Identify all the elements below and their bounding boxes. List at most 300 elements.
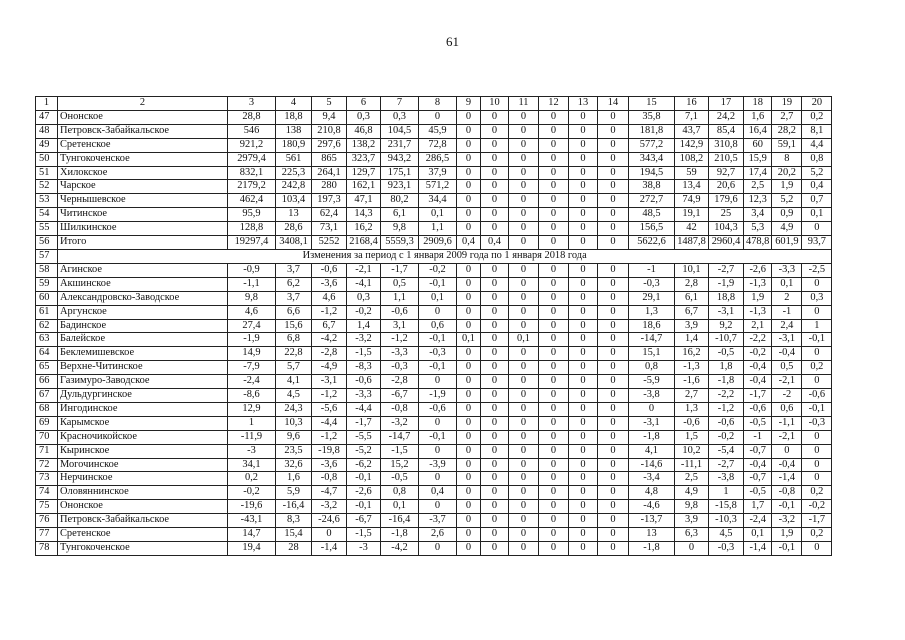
value-cell: 0	[598, 194, 629, 208]
value-cell: 23,5	[276, 444, 312, 458]
value-cell: -2	[772, 389, 802, 403]
value-cell: 15,2	[381, 458, 419, 472]
value-cell: 19297,4	[228, 236, 276, 250]
table-row	[36, 472, 832, 486]
value-cell: -1,8	[381, 528, 419, 542]
value-cell: 0	[481, 305, 509, 319]
value-cell: 0,2	[802, 110, 832, 124]
value-cell: -2,5	[802, 263, 832, 277]
value-cell: 0	[598, 138, 629, 152]
value-cell: -3,3	[347, 389, 381, 403]
value-cell: -15,8	[709, 500, 744, 514]
value-cell: 0	[481, 472, 509, 486]
value-cell: 0	[457, 291, 481, 305]
value-cell: 0	[569, 542, 598, 556]
value-cell: 12,9	[228, 402, 276, 416]
value-cell: 0	[481, 361, 509, 375]
value-cell: 0	[481, 528, 509, 542]
row-number: 68	[36, 402, 58, 416]
value-cell: 0	[481, 277, 509, 291]
value-cell: -7,9	[228, 361, 276, 375]
value-cell: 297,6	[312, 138, 347, 152]
value-cell: -4,2	[381, 542, 419, 556]
value-cell: 5,2	[772, 194, 802, 208]
value-cell: 0	[569, 208, 598, 222]
value-cell: 0	[509, 305, 539, 319]
value-cell: 0	[539, 389, 569, 403]
value-cell: 0	[569, 305, 598, 319]
value-cell: 0	[539, 236, 569, 250]
value-cell: 323,7	[347, 152, 381, 166]
column-header: 10	[481, 97, 509, 111]
value-cell: -2,2	[709, 389, 744, 403]
value-cell: 0	[569, 319, 598, 333]
value-cell: 3,1	[381, 319, 419, 333]
value-cell: 1487,8	[675, 236, 709, 250]
column-header: 12	[539, 97, 569, 111]
value-cell: 923,1	[381, 180, 419, 194]
table-row	[36, 291, 832, 305]
row-number: 67	[36, 389, 58, 403]
page-number: 61	[446, 34, 459, 49]
value-cell: 0	[509, 166, 539, 180]
value-cell: 0,5	[381, 277, 419, 291]
value-cell: 15,6	[276, 319, 312, 333]
value-cell: 0	[802, 222, 832, 236]
column-header: 8	[419, 97, 457, 111]
value-cell: 0	[598, 347, 629, 361]
value-cell: 0	[509, 222, 539, 236]
value-cell: 6,6	[276, 305, 312, 319]
table-row	[36, 486, 832, 500]
value-cell: -0,6	[419, 402, 457, 416]
value-cell: 2960,4	[709, 236, 744, 250]
value-cell: 0	[569, 347, 598, 361]
value-cell: 4,9	[772, 222, 802, 236]
value-cell: 5,9	[276, 486, 312, 500]
district-name: Дульдургинское	[58, 389, 228, 403]
value-cell: 0	[481, 166, 509, 180]
value-cell: 0	[539, 361, 569, 375]
district-name: Хилокское	[58, 166, 228, 180]
value-cell: -6,2	[347, 458, 381, 472]
value-cell: -1,3	[675, 361, 709, 375]
value-cell: 0	[509, 152, 539, 166]
table-row	[36, 347, 832, 361]
value-cell: -0,6	[347, 375, 381, 389]
district-name: Нерчинское	[58, 472, 228, 486]
value-cell: 0	[457, 430, 481, 444]
table-row	[36, 194, 832, 208]
column-header: 11	[509, 97, 539, 111]
value-cell: 3,9	[675, 319, 709, 333]
value-cell: -0,1	[419, 430, 457, 444]
value-cell: 0	[481, 124, 509, 138]
value-cell: 0	[509, 347, 539, 361]
district-name: Шилкинское	[58, 222, 228, 236]
value-cell: 0	[569, 166, 598, 180]
value-cell: -10,3	[709, 514, 744, 528]
value-cell: 2909,6	[419, 236, 457, 250]
value-cell: 0,8	[381, 486, 419, 500]
value-cell: 0	[481, 458, 509, 472]
statistics-table	[35, 96, 832, 556]
value-cell: -0,7	[744, 472, 772, 486]
value-cell: -0,4	[744, 458, 772, 472]
column-header: 1	[36, 97, 58, 111]
value-cell: -6,7	[381, 389, 419, 403]
value-cell: 0	[802, 347, 832, 361]
value-cell: 0	[481, 222, 509, 236]
row-number: 49	[36, 138, 58, 152]
district-name: Беклемишевское	[58, 347, 228, 361]
value-cell: 6,2	[276, 277, 312, 291]
value-cell: 0	[802, 305, 832, 319]
value-cell: 13	[276, 208, 312, 222]
value-cell: 0,4	[457, 236, 481, 250]
value-cell: 14,9	[228, 347, 276, 361]
value-cell: 0	[457, 110, 481, 124]
value-cell: -4,1	[347, 277, 381, 291]
value-cell: 0	[539, 208, 569, 222]
table-row	[36, 458, 832, 472]
value-cell: 0	[481, 180, 509, 194]
value-cell: 0	[419, 305, 457, 319]
value-cell: 231,7	[381, 138, 419, 152]
value-cell: 0	[457, 402, 481, 416]
value-cell: 0	[569, 152, 598, 166]
value-cell: 0,8	[802, 152, 832, 166]
table-row	[36, 402, 832, 416]
value-cell: 1,3	[629, 305, 675, 319]
value-cell: 85,4	[709, 124, 744, 138]
value-cell: 0	[569, 263, 598, 277]
value-cell: 138,2	[347, 138, 381, 152]
value-cell: 0	[539, 263, 569, 277]
table-row	[36, 166, 832, 180]
value-cell: 0	[539, 528, 569, 542]
value-cell: 0	[539, 416, 569, 430]
value-cell: -24,6	[312, 514, 347, 528]
value-cell: -0,3	[629, 277, 675, 291]
value-cell: 0	[539, 458, 569, 472]
value-cell: -0,4	[744, 361, 772, 375]
value-cell: -1,8	[629, 430, 675, 444]
value-cell: 10,2	[675, 444, 709, 458]
value-cell: -0,1	[419, 361, 457, 375]
value-cell: -0,1	[772, 500, 802, 514]
value-cell: 0	[598, 402, 629, 416]
value-cell: -1,4	[312, 542, 347, 556]
value-cell: -1,2	[312, 389, 347, 403]
value-cell: 0	[457, 319, 481, 333]
value-cell: 0	[569, 472, 598, 486]
value-cell: 0	[539, 319, 569, 333]
table-row	[36, 319, 832, 333]
value-cell: 2,5	[675, 472, 709, 486]
value-cell: 0,2	[228, 472, 276, 486]
column-header: 3	[228, 97, 276, 111]
row-number: 51	[36, 166, 58, 180]
table-row	[36, 138, 832, 152]
value-cell: 0	[457, 194, 481, 208]
district-name: Акшинское	[58, 277, 228, 291]
value-cell: 32,6	[276, 458, 312, 472]
value-cell: 577,2	[629, 138, 675, 152]
value-cell: 0	[457, 208, 481, 222]
row-number: 53	[36, 194, 58, 208]
value-cell: 0	[509, 236, 539, 250]
value-cell: 35,8	[629, 110, 675, 124]
row-number: 60	[36, 291, 58, 305]
value-cell: 0,8	[629, 361, 675, 375]
value-cell: 0	[598, 528, 629, 542]
row-number: 61	[36, 305, 58, 319]
value-cell: 0	[509, 528, 539, 542]
value-cell: 17,4	[744, 166, 772, 180]
value-cell: 0	[509, 110, 539, 124]
value-cell: -2,6	[744, 263, 772, 277]
value-cell: 0	[569, 430, 598, 444]
column-header: 9	[457, 97, 481, 111]
value-cell: 0	[598, 361, 629, 375]
value-cell: 0	[598, 166, 629, 180]
value-cell: -8,6	[228, 389, 276, 403]
value-cell: 0	[569, 124, 598, 138]
value-cell: 0	[569, 194, 598, 208]
value-cell: 264,1	[312, 166, 347, 180]
value-cell: 59,1	[772, 138, 802, 152]
value-cell: 0,4	[802, 180, 832, 194]
row-number: 54	[36, 208, 58, 222]
value-cell: 2,8	[675, 277, 709, 291]
value-cell: 6,1	[675, 291, 709, 305]
value-cell: 0	[539, 124, 569, 138]
value-cell: 0	[802, 444, 832, 458]
value-cell: -3,2	[772, 514, 802, 528]
value-cell: -1,9	[228, 333, 276, 347]
value-cell: 2,1	[744, 319, 772, 333]
value-cell: 6,8	[276, 333, 312, 347]
table-row	[36, 124, 832, 138]
district-name: Петровск-Забайкальское	[58, 124, 228, 138]
value-cell: 194,5	[629, 166, 675, 180]
table-row	[36, 333, 832, 347]
value-cell: -0,3	[381, 361, 419, 375]
value-cell: 0	[481, 486, 509, 500]
value-cell: 0,1	[419, 208, 457, 222]
value-cell: -3,2	[381, 416, 419, 430]
value-cell: 0,5	[772, 361, 802, 375]
value-cell: -8,3	[347, 361, 381, 375]
value-cell: 6,1	[381, 208, 419, 222]
value-cell: 28,8	[228, 110, 276, 124]
value-cell: 0	[419, 542, 457, 556]
value-cell: 1,1	[419, 222, 457, 236]
value-cell: -2,7	[709, 458, 744, 472]
value-cell: 38,8	[629, 180, 675, 194]
value-cell: -0,5	[744, 416, 772, 430]
value-cell: 29,1	[629, 291, 675, 305]
value-cell: 0	[569, 514, 598, 528]
value-cell: 832,1	[228, 166, 276, 180]
value-cell: 3408,1	[276, 236, 312, 250]
row-number: 57	[36, 249, 58, 263]
value-cell: 0	[598, 236, 629, 250]
value-cell: -2,2	[744, 333, 772, 347]
value-cell: -3,1	[772, 333, 802, 347]
district-name: Читинское	[58, 208, 228, 222]
value-cell: 0	[539, 500, 569, 514]
table-row	[36, 444, 832, 458]
value-cell: 0	[598, 458, 629, 472]
value-cell: 210,8	[312, 124, 347, 138]
value-cell: 20,6	[709, 180, 744, 194]
value-cell: 28	[276, 542, 312, 556]
column-header: 18	[744, 97, 772, 111]
table-row	[36, 500, 832, 514]
value-cell: -3,4	[629, 472, 675, 486]
value-cell: 74,9	[675, 194, 709, 208]
value-cell: -3,1	[629, 416, 675, 430]
section-title: Изменения за период с 1 января 2009 года по 1 января 2018 года	[58, 249, 832, 263]
value-cell: 0	[569, 416, 598, 430]
value-cell: 0,3	[347, 110, 381, 124]
value-cell: 103,4	[276, 194, 312, 208]
district-name: Петровск-Забайкальское	[58, 514, 228, 528]
column-header: 2	[58, 97, 228, 111]
value-cell: -0,8	[312, 472, 347, 486]
value-cell: 0	[598, 416, 629, 430]
table-row	[36, 416, 832, 430]
value-cell: 0	[569, 458, 598, 472]
value-cell: -2,8	[381, 375, 419, 389]
value-cell: 0	[509, 542, 539, 556]
value-cell: 0	[569, 180, 598, 194]
value-cell: 27,4	[228, 319, 276, 333]
value-cell: 0	[598, 486, 629, 500]
row-number: 75	[36, 500, 58, 514]
row-number: 78	[36, 542, 58, 556]
value-cell: 0	[569, 110, 598, 124]
value-cell: -0,7	[744, 444, 772, 458]
value-cell: 0	[457, 528, 481, 542]
value-cell: 0,1	[772, 277, 802, 291]
value-cell: -0,1	[802, 333, 832, 347]
value-cell: 16,2	[675, 347, 709, 361]
value-cell: 0	[598, 263, 629, 277]
value-cell: -14,7	[629, 333, 675, 347]
district-name: Александровско-Заводское	[58, 291, 228, 305]
value-cell: -0,3	[709, 542, 744, 556]
value-cell: 0,3	[381, 110, 419, 124]
value-cell: 1,6	[276, 472, 312, 486]
value-cell: 0	[598, 277, 629, 291]
value-cell: 0	[419, 416, 457, 430]
value-cell: 0	[802, 458, 832, 472]
value-cell: -1,4	[744, 542, 772, 556]
value-cell: 0	[539, 180, 569, 194]
value-cell: 0	[598, 500, 629, 514]
value-cell: 0	[481, 514, 509, 528]
value-cell: -1,9	[419, 389, 457, 403]
value-cell: 242,8	[276, 180, 312, 194]
value-cell: 0,1	[744, 528, 772, 542]
value-cell: 0	[539, 152, 569, 166]
value-cell: 0	[481, 416, 509, 430]
value-cell: 462,4	[228, 194, 276, 208]
value-cell: 0	[457, 458, 481, 472]
value-cell: 6,7	[675, 305, 709, 319]
value-cell: 0	[598, 124, 629, 138]
value-cell: 4,6	[228, 305, 276, 319]
value-cell: 0	[457, 389, 481, 403]
value-cell: 0	[539, 305, 569, 319]
value-cell: 0	[457, 375, 481, 389]
value-cell: -0,6	[312, 263, 347, 277]
row-number: 64	[36, 347, 58, 361]
value-cell: -1,4	[772, 472, 802, 486]
value-cell: 0	[598, 444, 629, 458]
value-cell: 28,2	[772, 124, 802, 138]
value-cell: 0,3	[347, 291, 381, 305]
row-number: 73	[36, 472, 58, 486]
value-cell: -2,6	[347, 486, 381, 500]
table-row	[36, 375, 832, 389]
row-number: 62	[36, 319, 58, 333]
value-cell: 0	[598, 222, 629, 236]
table-row	[36, 305, 832, 319]
table-row	[36, 528, 832, 542]
value-cell: 24,3	[276, 402, 312, 416]
value-cell: 2,4	[772, 319, 802, 333]
value-cell: 0	[569, 486, 598, 500]
value-cell: 0	[802, 542, 832, 556]
value-cell: -0,3	[802, 416, 832, 430]
value-cell: 0	[598, 333, 629, 347]
value-cell: 0	[598, 208, 629, 222]
value-cell: -0,3	[419, 347, 457, 361]
value-cell: -3,1	[312, 375, 347, 389]
value-cell: 0,2	[802, 528, 832, 542]
value-cell: -1,2	[312, 305, 347, 319]
value-cell: 0,9	[772, 208, 802, 222]
row-number: 63	[36, 333, 58, 347]
value-cell: 0	[598, 389, 629, 403]
value-cell: 0,3	[802, 291, 832, 305]
value-cell: -0,9	[228, 263, 276, 277]
value-cell: 0	[539, 542, 569, 556]
value-cell: 0,1	[802, 208, 832, 222]
value-cell: 0	[457, 542, 481, 556]
value-cell: 19,1	[675, 208, 709, 222]
value-cell: -3,1	[709, 305, 744, 319]
value-cell: -2,8	[312, 347, 347, 361]
section-row	[36, 249, 832, 263]
value-cell: 20,2	[772, 166, 802, 180]
table-row	[36, 542, 832, 556]
value-cell: 0	[457, 152, 481, 166]
value-cell: -16,4	[381, 514, 419, 528]
value-cell: 0	[509, 291, 539, 305]
value-cell: 0	[457, 263, 481, 277]
value-cell: 478,8	[744, 236, 772, 250]
value-cell: 0	[772, 444, 802, 458]
value-cell: 0	[598, 152, 629, 166]
table-row	[36, 236, 832, 250]
value-cell: -3,6	[312, 277, 347, 291]
value-cell: 6,7	[312, 319, 347, 333]
